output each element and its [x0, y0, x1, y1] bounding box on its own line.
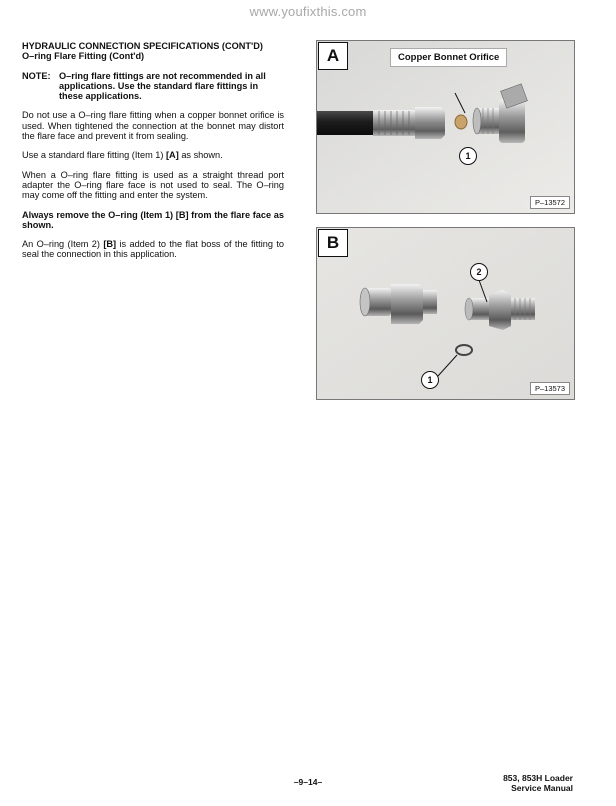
figure-b-item-1: 1	[421, 371, 439, 389]
manual-title	[503, 773, 573, 793]
text-column	[22, 41, 284, 269]
note-block	[22, 71, 284, 102]
figure-a-callout: Copper Bonnet Orifice	[390, 48, 507, 67]
paragraph-standard-fitting	[22, 150, 284, 160]
figure-b-photo	[317, 228, 574, 399]
section-subtitle: O–ring Flare Fitting (Cont'd)	[22, 51, 145, 62]
manual-model: 853, 853H Loader	[503, 773, 573, 783]
para5-text: An O–ring (Item 2)	[22, 239, 104, 250]
figure-a-id: P–13572	[530, 196, 570, 209]
manual-name: Service Manual	[511, 783, 573, 793]
paragraph-port-adapter: When a O–ring flare fitting is used as a straight thread port adapter the O–ring flare face is not used to seal. The O–ring may come off the fitting and enter the system.	[22, 169, 284, 201]
para2-end: as shown.	[178, 150, 223, 161]
figure-b	[316, 227, 575, 400]
para5-end: is added to the flat boss of the fitting to seal the connection in this application.	[22, 239, 284, 260]
figure-b-id: P–13573	[530, 382, 570, 395]
figure-b-letter: B	[318, 229, 348, 257]
figure-a-item-1: 1	[459, 147, 477, 165]
note-label: NOTE:	[22, 70, 51, 81]
paragraph-copper-bonnet: Do not use a O–ring flare fitting when a copper bonnet orifice is used. When tightened the connection at the bonnet may distort the flare face and prevent it from sealing.	[22, 110, 284, 142]
paragraph-added-oring	[22, 239, 284, 260]
note-text: O–ring flare fittings are not recommended in all applications. Use the standard flare fittings in these applications.	[59, 70, 266, 102]
figure-ref-b: [B]	[103, 239, 117, 250]
figure-a	[316, 40, 575, 214]
figure-ref-a: [A]	[166, 150, 179, 161]
section-title: HYDRAULIC CONNECTION SPECIFICATIONS (CONT'D)	[22, 41, 263, 51]
figure-a-letter: A	[318, 42, 348, 70]
watermark: www.youfixthis.com	[249, 4, 367, 19]
para2-text: Use a standard flare fitting (Item 1)	[22, 150, 166, 161]
paragraph-remove-oring: Always remove the O–ring (Item 1) [B] from the flare face as shown.	[22, 209, 284, 230]
page-number: –9–14–	[293, 777, 323, 787]
figure-b-item-2: 2	[470, 263, 488, 281]
